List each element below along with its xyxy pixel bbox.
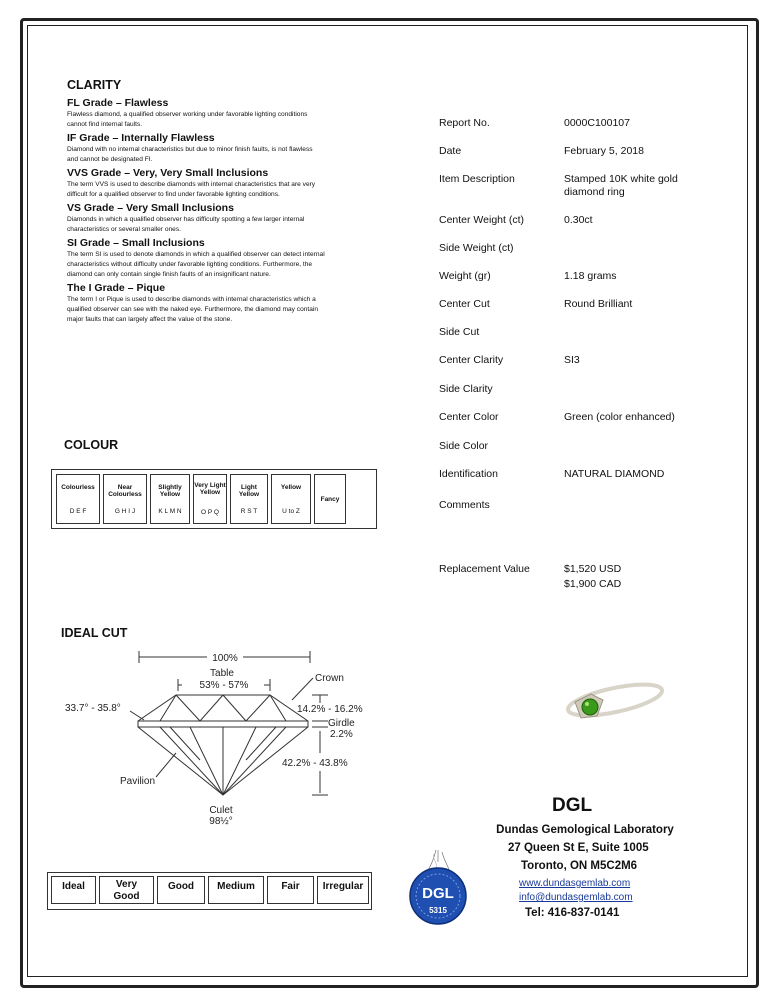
date-value: February 5, 2018 bbox=[564, 145, 644, 157]
colour-cell-yellow: Yellow U to Z bbox=[271, 474, 311, 524]
lab-info bbox=[480, 824, 690, 836]
hologram-seal-icon bbox=[398, 848, 478, 930]
pavilion-pointer bbox=[156, 753, 176, 777]
width-label: 100% bbox=[212, 653, 238, 664]
center-weight-value: 0.30ct bbox=[564, 214, 593, 226]
pavilion-depth: 42.2% - 43.8% bbox=[282, 758, 348, 769]
crown-height: 14.2% - 16.2% bbox=[297, 704, 363, 715]
replacement-value-label: Replacement Value bbox=[439, 563, 530, 575]
clarity-grade-i: The I Grade – Pique The term I or Pique is used to describe diamonds with internal characteristics which a qualified observer can see with the naked eye. Furthermore, the diamond may contain major faults that can largely affect the value of the stone. bbox=[67, 282, 319, 323]
table-label: Table bbox=[210, 668, 234, 679]
lab-address-2: Toronto, ON M5C2M6 bbox=[521, 860, 638, 872]
cut-grade-good: Good bbox=[157, 876, 205, 904]
clarity-grade-vvs: VVS Grade – Very, Very Small Inclusions The term VVS is used to describe diamonds with internal characteristics that are very difficult for a qualified observer to find under favorable lighting conditions. bbox=[67, 167, 316, 198]
colour-cell-light-yellow: Light Yellow R S T bbox=[230, 474, 268, 524]
identification-value: NATURAL DIAMOND bbox=[564, 468, 665, 480]
crown-pointer bbox=[292, 678, 313, 700]
clarity-grade-si: SI Grade – Small Inclusions The term SI is used to denote diamonds in which a qualified observer can detect internal characteristics without difficulty under favorable lighting conditions. Furthermore, the diamond can only contain single finish faults of an insignificant nature. bbox=[67, 237, 325, 278]
cut-grade-ideal: Ideal bbox=[51, 876, 96, 904]
colour-cell-colourless: Colourless D E F bbox=[56, 474, 100, 524]
center-clarity-value: SI3 bbox=[564, 354, 580, 366]
center-color-label: Center Color bbox=[439, 411, 499, 423]
item-description-label: Item Description bbox=[439, 173, 515, 185]
diamond-outline bbox=[138, 695, 308, 795]
lab-full-name: Dundas Gemological Laboratory bbox=[496, 824, 674, 836]
cut-grade-fair: Fair bbox=[267, 876, 314, 904]
culet-value: 98½° bbox=[209, 816, 233, 825]
girdle-label: Girdle bbox=[328, 718, 355, 729]
cut-grade-very-good: Very Good bbox=[99, 876, 154, 904]
lab-phone: Tel: 416-837-0141 bbox=[525, 907, 620, 919]
clarity-grade-if: IF Grade – Internally Flawless Diamond with no internal characteristics but due to minor finish faults, is not flawless and cannot be designated FI. bbox=[67, 132, 313, 163]
colour-cell-very-light-yellow: Very Light Yellow O P Q bbox=[193, 474, 227, 524]
seal-text: DGL bbox=[422, 885, 454, 902]
identification-label: Identification bbox=[439, 468, 498, 480]
colour-scale bbox=[53, 471, 349, 527]
colour-scale-box bbox=[51, 469, 377, 529]
table-range: 53% - 57% bbox=[199, 680, 249, 691]
clarity-grade-fl: FL Grade – Flawless Flawless diamond, a qualified observer working under favorable lighting conditions cannot find internal faults. bbox=[67, 97, 308, 128]
green-diamond bbox=[582, 699, 598, 715]
side-clarity-label: Side Clarity bbox=[439, 383, 493, 395]
crown-label: Crown bbox=[315, 673, 344, 684]
girdle-value: 2.2% bbox=[330, 729, 353, 740]
cut-grade-medium: Medium bbox=[208, 876, 264, 904]
colour-cell-slightly-yellow: Slightly Yellow K L M N bbox=[150, 474, 190, 524]
clarity-section bbox=[67, 97, 372, 325]
date-label: Date bbox=[439, 145, 462, 157]
lab-website-link[interactable]: www.dundasgemlab.com bbox=[519, 878, 631, 889]
clarity-title: CLARITY bbox=[67, 78, 122, 92]
report-no-label: Report No. bbox=[439, 117, 490, 129]
cut-grade-scale bbox=[47, 872, 372, 910]
center-cut-label: Center Cut bbox=[439, 298, 490, 310]
side-weight-label: Side Weight (ct) bbox=[439, 242, 514, 254]
colour-cell-fancy: Fancy bbox=[314, 474, 346, 524]
replacement-cad: $1,900 CAD bbox=[564, 578, 622, 590]
side-cut-label: Side Cut bbox=[439, 326, 480, 338]
lab-address-1: 27 Queen St E, Suite 1005 bbox=[508, 842, 649, 854]
replacement-usd: $1,520 USD bbox=[564, 563, 622, 575]
ideal-cut-diagram bbox=[50, 645, 390, 825]
center-color-value: Green (color enhanced) bbox=[564, 411, 675, 423]
replacement-value bbox=[564, 563, 621, 591]
culet-label: Culet bbox=[209, 805, 233, 816]
colour-cell-near-colourless: Near Colourless G H I J bbox=[103, 474, 147, 524]
side-color-label: Side Color bbox=[439, 440, 489, 452]
clarity-grade-vs: VS Grade – Very Small Inclusions Diamonds in which a qualified observer has difficulty spotting a few larger internal characteristics or several smaller ones. bbox=[67, 202, 305, 233]
report-no-value: 0000C100107 bbox=[564, 117, 630, 129]
lab-email-link[interactable]: info@dundasgemlab.com bbox=[519, 892, 633, 903]
center-clarity-label: Center Clarity bbox=[439, 354, 504, 366]
colour-title: COLOUR bbox=[64, 438, 119, 452]
cut-grade-irregular: Irregular bbox=[317, 876, 369, 904]
comments-label: Comments bbox=[439, 499, 490, 511]
seal-number: 5315 bbox=[429, 906, 447, 915]
weight-value: 1.18 grams bbox=[564, 270, 617, 282]
weight-label: Weight (gr) bbox=[439, 270, 491, 282]
pavilion-label: Pavilion bbox=[120, 776, 156, 787]
lab-logo-text: DGL bbox=[552, 795, 593, 816]
ideal-cut-title: IDEAL CUT bbox=[61, 626, 128, 640]
item-description-value: Stamped 10K white gold diamond ring bbox=[564, 173, 678, 198]
center-weight-label: Center Weight (ct) bbox=[439, 214, 524, 226]
ring-photo bbox=[545, 670, 665, 740]
center-cut-value: Round Brilliant bbox=[564, 298, 633, 310]
crown-angle: 33.7° - 35.8° bbox=[65, 703, 121, 714]
